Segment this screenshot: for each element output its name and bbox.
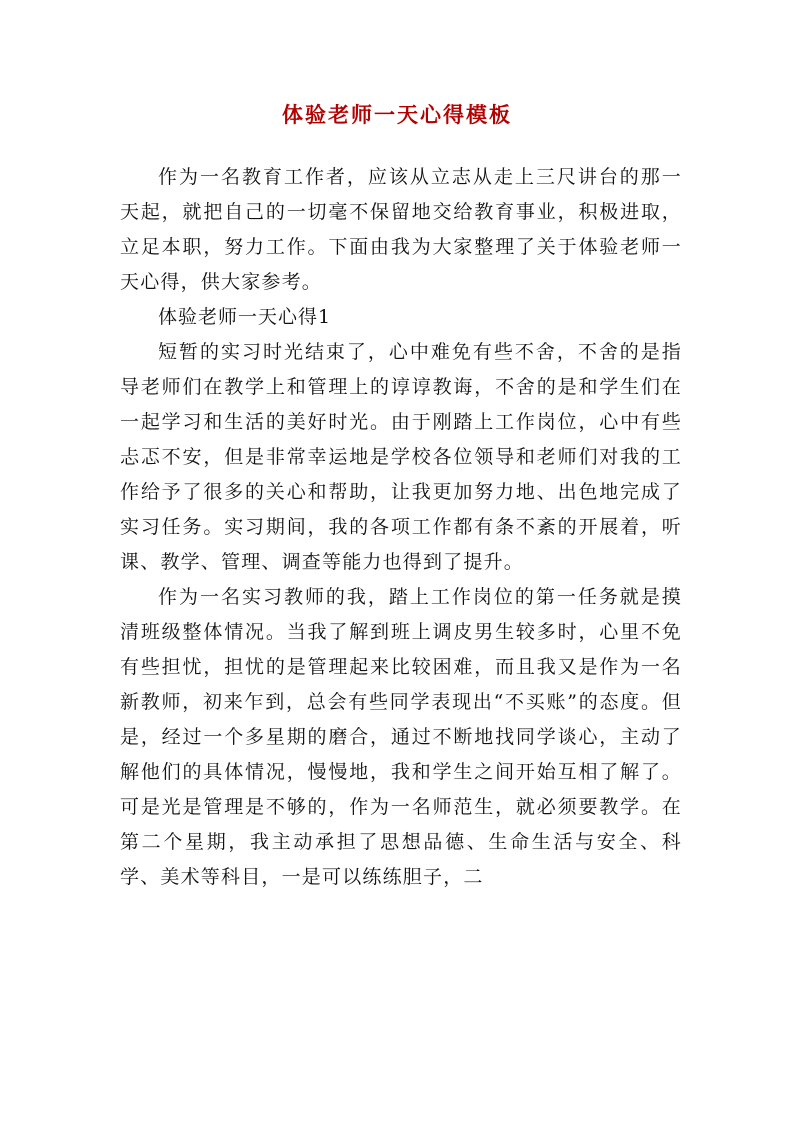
body-paragraph: 作为一名实习教师的我，踏上工作岗位的第一任务就是摸清班级整体情况。当我了解到班上调皮男生较多时，心里不免有些担忧，担忧的是管理起来比较困难，而且我又是作为一名新教师，初来乍到，总会有些同学表现出“不买账”的态度。但是，经过一个多星期的磨合，通过不断地找同学谈心，主动了解他们的具体情况，慢慢地，我和学生之间开始互相了解了。可是光是管理是不够的，作为一名师范生，就必须要教学。在第二个星期，我主动承担了思想品德、生命生活与安全、科学、美术等科目，一是可以练练胆子，二 xyxy=(120,586,682,888)
body-paragraph: 短暂的实习时光结束了，心中难免有些不舍，不舍的是指导老师们在教学上和管理上的谆谆教诲，不舍的是和学生们在一起学习和生活的美好时光。由于刚踏上工作岗位，心中有些忐忑不安，但是非常幸运地是学校各位领导和老师们对我的工作给予了很多的关心和帮助，让我更加努力地、出色地完成了实习任务。实习期间，我的各项工作都有条不紊的开展着，听课、教学、管理、调查等能力也得到了提升。 xyxy=(120,341,682,573)
intro-paragraph: 作为一名教育工作者，应该从立志从走上三尺讲台的那一天起，就把自己的一切毫不保留地交给教育事业，积极进取，立足本职，努力工作。下面由我为大家整理了关于体验老师一天心得，供大家参考。 xyxy=(120,166,682,293)
section-heading: 体验老师一天心得1 xyxy=(158,306,332,328)
document-body xyxy=(120,160,682,895)
document-title: 体验老师一天心得模板 xyxy=(282,102,512,127)
